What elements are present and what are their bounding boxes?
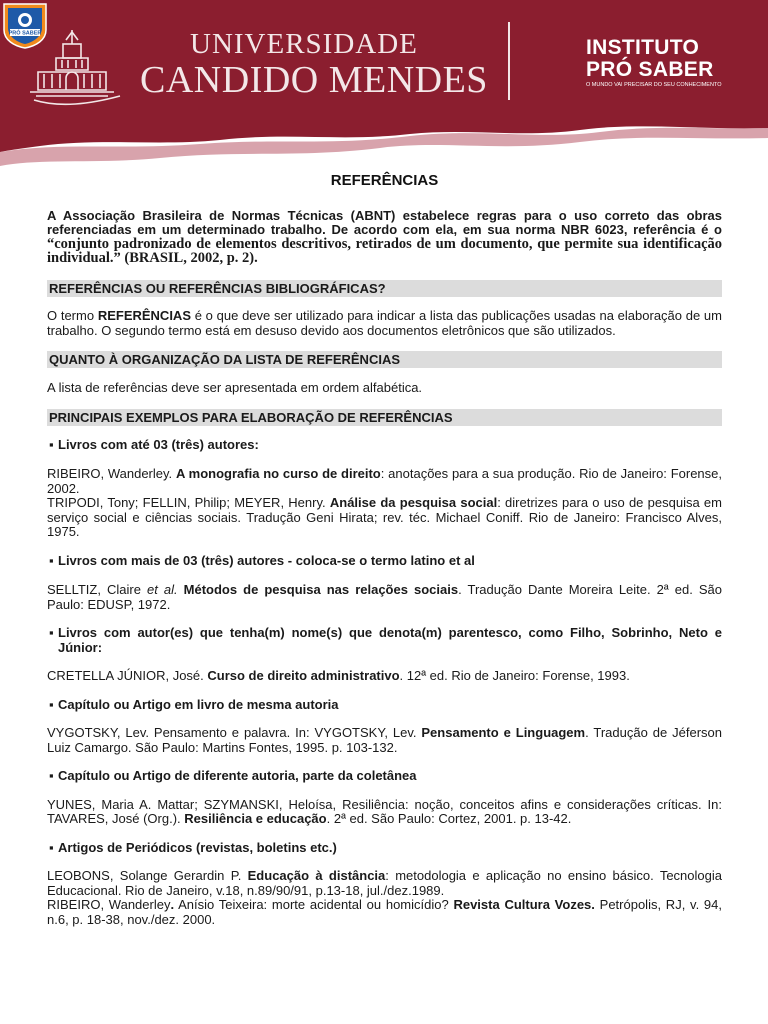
subheading-up-to-3-authors <box>47 438 722 453</box>
ref-title: Revista Cultura Vozes. <box>453 897 595 913</box>
text: LEOBONS, Solange Gerardin P. <box>47 868 248 884</box>
ref-title: Curso de direito administrativo <box>207 668 400 684</box>
institute-tagline: O MUNDO VAI PRECISAR DO SEU CONHECIMENTO <box>586 82 722 88</box>
bullet-icon: ▪ <box>49 625 54 641</box>
institute-name-line1: INSTITUTO <box>586 36 700 59</box>
subheading-text: Capítulo ou Artigo em livro de mesma autoria <box>58 696 339 712</box>
text: . 2ª ed. São Paulo: Cortez, 2001. p. 13-42. <box>326 811 572 827</box>
subheading-different-authorship <box>47 769 722 784</box>
latin-term: et al. <box>146 582 178 598</box>
text: . <box>170 897 175 913</box>
section-heading-organization: QUANTO À ORGANIZAÇÃO DA LISTA DE REFERÊNCIAS <box>47 351 722 368</box>
bullet-icon: ▪ <box>49 768 54 784</box>
subheading-text: Livros com até 03 (três) autores: <box>58 436 259 452</box>
subheading-text: Livros com autor(es) que tenha(m) nome(s) que denota(m) parentesco, como Filho, Sobrinho, Neto e Júnior: <box>58 625 722 655</box>
bullet-icon: ▪ <box>49 696 54 712</box>
text: RIBEIRO, Wanderley. <box>47 466 176 482</box>
ref-title: Análise da pesquisa social <box>329 495 498 511</box>
text: YUNES, Maria A. Mattar; SZYMANSKI, Heloísa, Resiliência: noção, conceitos afins e considerações críticas. In: TAVARES, José (Org.). <box>47 796 722 827</box>
university-name-line1: UNIVERSIDADE <box>190 28 418 60</box>
text: : metodologia e aplicação no ensino básico. Tecnologia Educacional. Rio de Janeiro, v.18, n.89/90/91, p.13-18, jul./dez.1989. <box>47 868 722 898</box>
text: : diretrizes para o uso de pesquisa em serviço social e ciências sociais. Tradução Geni Hirata; rev. téc. Michael Coniff. Rio de Janeiro: Francisco Alves, 1975. <box>47 495 722 540</box>
ref-title: A monografia no curso de direito <box>175 466 381 482</box>
institute-badge-icon <box>0 0 50 50</box>
subheading-periodicals <box>47 841 722 856</box>
section-heading-examples: PRINCIPAIS EXEMPLOS PARA ELABORAÇÃO DE REFERÊNCIAS <box>47 409 722 426</box>
text: Petrópolis, RJ, v. 94, n.6, p. 18-38, nov./dez. 2000. <box>47 897 722 927</box>
section2-paragraph: A lista de referências deve ser apresentada em ordem alfabética. <box>47 380 423 396</box>
reference-entry <box>47 798 722 827</box>
text: . 12ª ed. Rio de Janeiro: Forense, 1993. <box>399 668 630 684</box>
intro-paragraph <box>47 209 722 266</box>
reference-entry <box>47 583 722 612</box>
ref-title: Resiliência e educação <box>184 811 327 827</box>
section1-paragraph <box>47 309 722 338</box>
subheading-same-authorship <box>47 698 722 713</box>
svg-text:PRÓ SABER: PRÓ SABER <box>8 30 42 37</box>
text: O termo <box>47 308 98 324</box>
text: é o que deve ser utilizado para indicar a lista das publicações usadas na elaboração de um trabalho. O segundo termo está em desuso devido aos documentos eletrônicos que são utilizados. <box>47 308 722 338</box>
reference-entry <box>47 496 722 540</box>
bullet-icon: ▪ <box>49 552 54 568</box>
subheading-text: Capítulo ou Artigo de diferente autoria, parte da coletânea <box>58 768 417 784</box>
subheading-kinship-names <box>47 626 722 655</box>
text: CRETELLA JÚNIOR, José. <box>47 668 208 684</box>
text: TRIPODI, Tony; FELLIN, Philip; MEYER, Henry. <box>47 495 330 511</box>
intro-text: A Associação Brasileira de Normas Técnicas (ABNT) estabelece regras para o uso correto das obras referenciadas em um determinado trabalho. De acordo com ela, em sua norma NBR 6023, referência é o <box>47 208 722 237</box>
ref-title: Pensamento e Linguagem <box>421 725 586 741</box>
text: Anísio Teixeira: morte acidental ou homicídio? <box>174 897 454 913</box>
text: SELLTIZ, Claire <box>47 582 147 598</box>
text: RIBEIRO, Wanderley <box>47 897 171 913</box>
intro-quote: “conjunto padronizado de elementos descritivos, retirados de um documento, que permite sua identificação individual.” (BRASIL, 2002, p. 2). <box>47 235 722 267</box>
subheading-more-than-3-authors <box>47 554 722 569</box>
bold-term: REFERÊNCIAS <box>97 308 191 324</box>
reference-entry <box>47 898 722 927</box>
ref-title: Métodos de pesquisa nas relações sociais <box>177 582 459 598</box>
page-title: REFERÊNCIAS <box>330 172 439 189</box>
ref-title: Educação à distância <box>247 868 386 884</box>
text: . Tradução de Jéferson Luiz Camargo. São Paulo: Martins Fontes, 1995. p. 103-132. <box>47 725 722 755</box>
reference-entry <box>47 869 722 898</box>
text: . Tradução Dante Moreira Leite. 2ª ed. São Paulo: EDUSP, 1972. <box>47 582 722 612</box>
reference-entry <box>47 726 722 755</box>
text: : anotações para a sua produção. Rio de Janeiro: Forense, 2002. <box>47 466 722 496</box>
reference-entry <box>47 669 722 684</box>
text: VYGOTSKY, Lev. Pensamento e palavra. In: VYGOTSKY, Lev. <box>47 725 422 741</box>
reference-entry <box>47 467 722 496</box>
document-body <box>47 172 722 927</box>
subheading-text: Livros com mais de 03 (três) autores - coloca-se o termo latino et al <box>58 552 475 568</box>
header-banner <box>0 0 768 180</box>
bullet-icon: ▪ <box>49 839 54 855</box>
subheading-text: Artigos de Periódicos (revistas, boletins etc.) <box>58 839 337 855</box>
section-heading-references: REFERÊNCIAS OU REFERÊNCIAS BIBLIOGRÁFICAS? <box>47 280 722 297</box>
bullet-icon: ▪ <box>49 436 54 452</box>
institute-name-line2: PRÓ SABER <box>586 58 714 81</box>
header-divider <box>508 22 510 100</box>
university-name-line2: CANDIDO MENDES <box>140 59 488 101</box>
